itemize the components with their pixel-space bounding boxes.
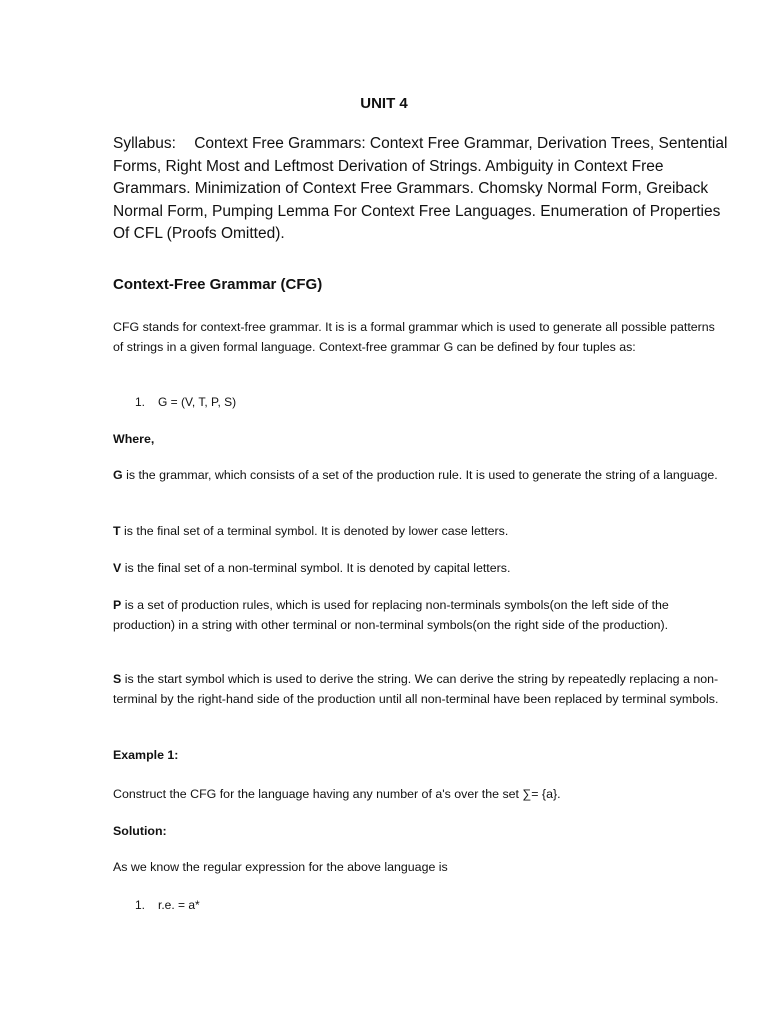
definition-term: P xyxy=(113,598,122,612)
unit-title: UNIT 4 xyxy=(360,95,408,112)
section-heading: Context-Free Grammar (CFG) xyxy=(113,276,323,293)
solution-label: Solution: xyxy=(113,824,167,838)
syllabus-text: Context Free Grammars: Context Free Grammar, Derivation Trees, Sentential Forms, Right Most and Leftmost Derivation of Strings. Ambiguity in Context Free Grammars. Minimization of Context Free Grammars. Chomsky Normal Form, Greiback Normal Form, Pumping Lemma For Context Free Languages. Enumeration of Properties Of CFL (Proofs Omitted). xyxy=(113,135,728,243)
regex-list-item xyxy=(135,896,200,915)
definition-term: V xyxy=(113,561,122,575)
definition-text: is the start symbol which is used to derive the string. We can derive the string by repeatedly replacing a non-terminal by the right-hand side of the production until all non-terminal have been replaced by terminal symbols. xyxy=(113,672,719,706)
definition-text: is the final set of a non-terminal symbol. It is denoted by capital letters. xyxy=(121,561,511,575)
definition-t xyxy=(113,522,723,542)
definition-v xyxy=(113,559,723,579)
definition-text: is a set of production rules, which is used for replacing non-terminals symbols(on the left side of the production) in a string with other terminal or non-terminal symbols(on the right side of the production). xyxy=(113,598,669,632)
definition-g xyxy=(113,466,723,486)
where-label: Where, xyxy=(113,432,155,446)
list-text: G = (V, T, P, S) xyxy=(158,395,237,409)
list-number: 1. xyxy=(135,395,146,409)
solution-text: As we know the regular expression for the above language is xyxy=(113,860,448,874)
syllabus-label: Syllabus: xyxy=(113,135,176,152)
definition-p xyxy=(113,596,723,635)
definition-s xyxy=(113,670,723,709)
syllabus-paragraph xyxy=(113,133,733,246)
definition-text: is the final set of a terminal symbol. It is denoted by lower case letters. xyxy=(120,524,509,538)
intro-paragraph: CFG stands for context-free grammar. It is is a formal grammar which is used to generate all possible patterns of strings in a given formal language. Context-free grammar G can be defined by four tuples as: xyxy=(113,320,715,354)
definition-term: S xyxy=(113,672,122,686)
list-number: 1. xyxy=(135,898,146,912)
definition-text: is the grammar, which consists of a set of the production rule. It is used to generate the string of a language. xyxy=(122,468,718,482)
list-text: r.e. = a* xyxy=(158,898,200,912)
example-label: Example 1: xyxy=(113,748,179,762)
example-text: Construct the CFG for the language having any number of a's over the set ∑= {a}. xyxy=(113,787,561,801)
tuple-list-item xyxy=(135,393,236,412)
definition-term: T xyxy=(113,524,121,538)
definition-term: G xyxy=(113,468,123,482)
